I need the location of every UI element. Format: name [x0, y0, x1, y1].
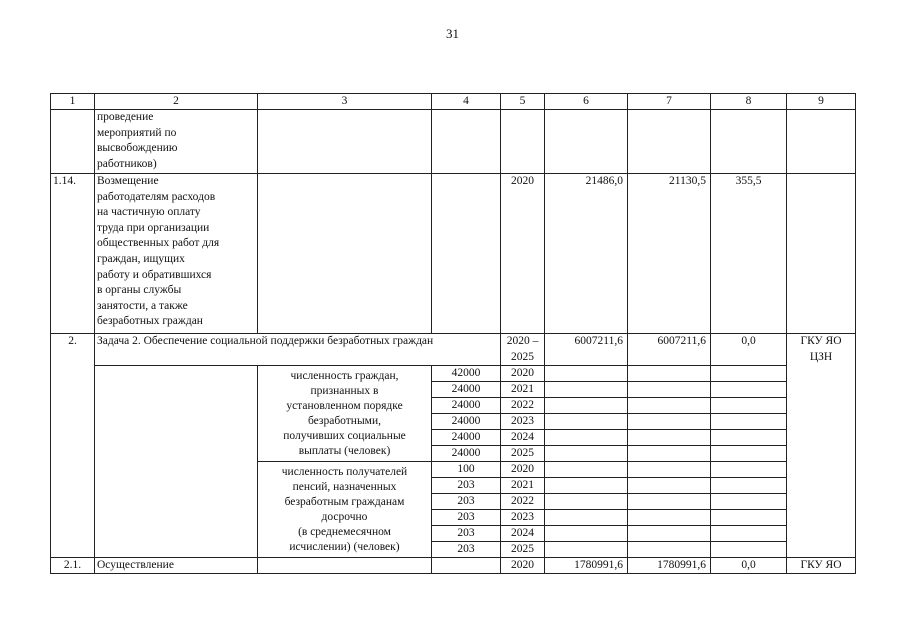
- text-line: занятости, а также: [97, 299, 188, 312]
- text-line: Возмещение: [97, 175, 159, 187]
- col8-cell: 0,0: [711, 334, 787, 366]
- indicator-year: 2025: [501, 446, 545, 462]
- indicator-value: 24000: [432, 446, 501, 462]
- header-row: [51, 94, 856, 110]
- text-line: высвобождению: [97, 142, 178, 155]
- indicator-value: 24000: [432, 414, 501, 430]
- header-cell-2: 2: [95, 94, 258, 110]
- text-line: безработных граждан: [97, 315, 203, 328]
- table-row: [51, 174, 856, 334]
- col8-cell: 0,0: [711, 558, 787, 574]
- text-line: работу и обратившихся: [97, 268, 212, 281]
- indicator-row: [51, 366, 856, 382]
- table-row: [51, 558, 856, 574]
- row-number: [51, 110, 95, 174]
- total-cell: 21486,0: [545, 174, 628, 334]
- indicator-year: 2022: [501, 494, 545, 510]
- indicator-year: 2021: [501, 382, 545, 398]
- indicator-year: 2025: [501, 542, 545, 558]
- indicator-value: 203: [432, 478, 501, 494]
- header-cell-4: 4: [432, 94, 501, 110]
- text-line: работников): [97, 157, 157, 170]
- text-line: граждан, ищущих: [97, 252, 185, 265]
- page-number: 31: [446, 26, 459, 41]
- indicator-2-text: численность получателей пенсий, назначенных безработным гражданам досрочно (в среднемесячном исчислении) (человек): [258, 462, 432, 558]
- indicator-value: 203: [432, 494, 501, 510]
- year-cell: 2020: [501, 558, 545, 574]
- text-line: в органы службы: [97, 284, 182, 297]
- indicator-year: 2024: [501, 430, 545, 446]
- indicator-value: 203: [432, 510, 501, 526]
- total-cell: 1780991,6: [545, 558, 628, 574]
- task-row: [51, 334, 856, 366]
- row-number: 2.1.: [51, 558, 95, 574]
- text-line: проведение: [97, 111, 154, 123]
- year-range-cell: 2020 – 2025: [501, 334, 545, 366]
- program-table: [50, 93, 856, 574]
- col8-cell: 355,5: [711, 174, 787, 334]
- indicator-year: 2021: [501, 478, 545, 494]
- header-cell-9: 9: [787, 94, 856, 110]
- executor-cell: ГКУ ЯО: [787, 558, 856, 574]
- activity-text: [95, 110, 258, 174]
- text-line: общественных работ для: [97, 237, 220, 250]
- header-cell-6: 6: [545, 94, 628, 110]
- row-number: 2.: [51, 334, 95, 558]
- indicator-value: 203: [432, 526, 501, 542]
- indicator-year: 2024: [501, 526, 545, 542]
- header-cell-5: 5: [501, 94, 545, 110]
- indicator-1-text: численность граждан, признанных в установленном порядке безработными, получивших социальные выплаты (человек): [258, 366, 432, 462]
- col7-cell: 21130,5: [628, 174, 711, 334]
- row-number: 1.14.: [51, 174, 95, 334]
- indicator-year: 2023: [501, 510, 545, 526]
- indicator-year: 2020: [501, 366, 545, 382]
- total-cell: 6007211,6: [545, 334, 628, 366]
- indicator-year: 2020: [501, 462, 545, 478]
- table-row: [51, 110, 856, 174]
- indicator-value: 24000: [432, 382, 501, 398]
- text-line: мероприятий по: [97, 126, 177, 139]
- text-line: на частичную оплату: [97, 206, 201, 219]
- activity-text: [95, 174, 258, 334]
- text-line: труда при организации: [97, 221, 210, 234]
- header-cell-1: 1: [51, 94, 95, 110]
- indicator-value: 100: [432, 462, 501, 478]
- col7-cell: 6007211,6: [628, 334, 711, 366]
- year-cell: 2020: [501, 174, 545, 334]
- indicator-value: 42000: [432, 366, 501, 382]
- col7-cell: 1780991,6: [628, 558, 711, 574]
- indicator-value: 203: [432, 542, 501, 558]
- header-cell-8: 8: [711, 94, 787, 110]
- text-line: работодателям расходов: [97, 190, 216, 203]
- header-cell-7: 7: [628, 94, 711, 110]
- task-text: Задача 2. Обеспечение социальной поддержки безработных граждан: [95, 334, 501, 366]
- indicator-value: 24000: [432, 398, 501, 414]
- activity-text: Осуществление: [95, 558, 258, 574]
- indicator-value: 24000: [432, 430, 501, 446]
- indicator-year: 2023: [501, 414, 545, 430]
- indicator-year: 2022: [501, 398, 545, 414]
- executor-cell: ГКУ ЯО ЦЗН: [787, 334, 856, 558]
- header-cell-3: 3: [258, 94, 432, 110]
